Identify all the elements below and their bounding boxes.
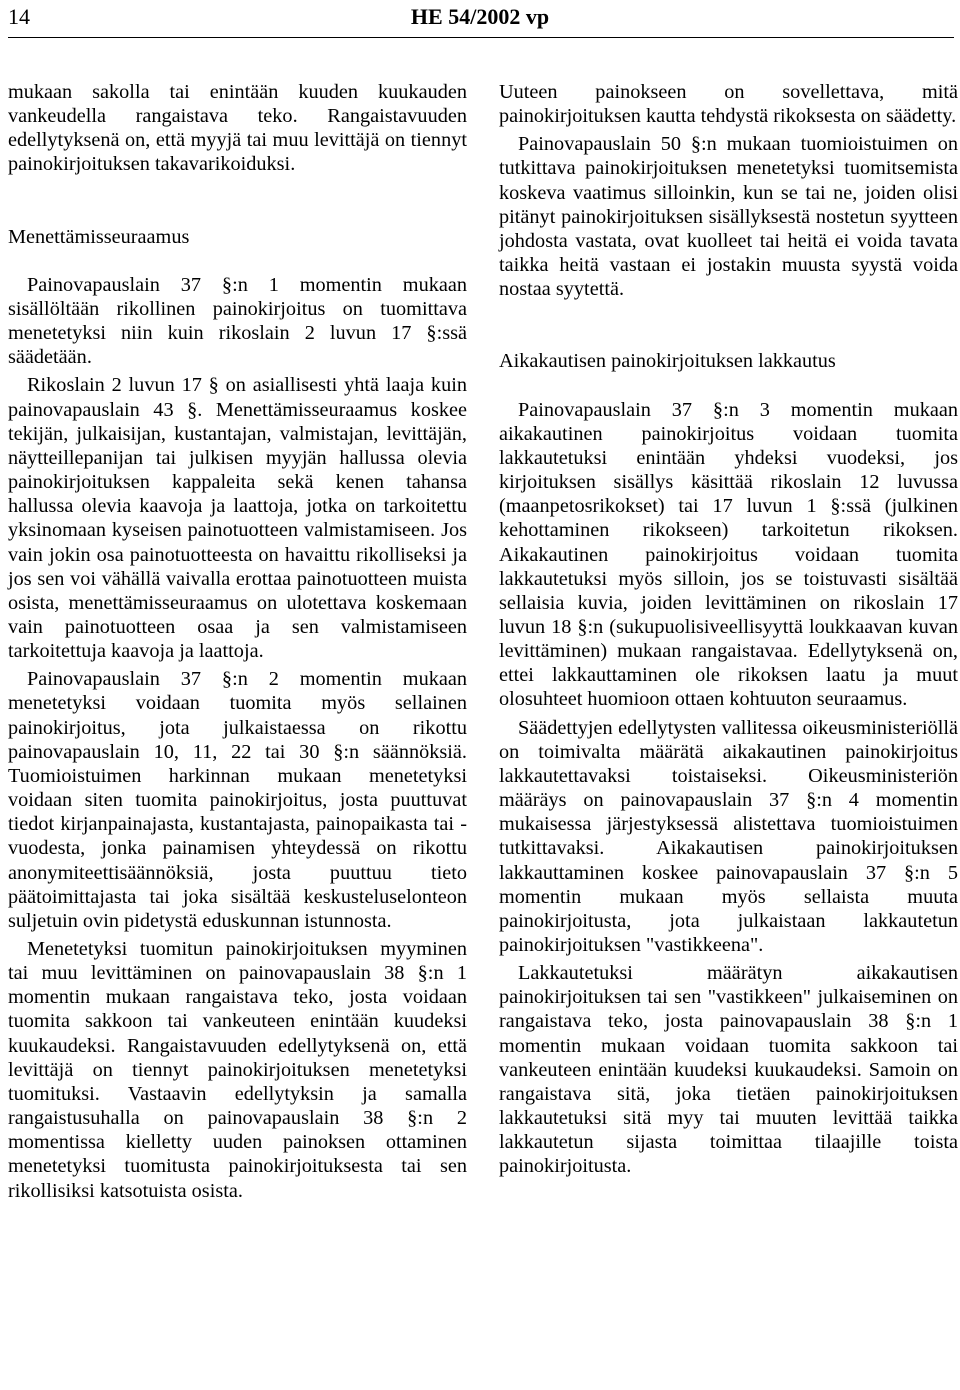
section-heading-lakkautus: Aikakautisen painokirjoituksen lakkautus	[499, 350, 836, 373]
right-column	[499, 80, 958, 1179]
paragraph-continuation: mukaan sakolla tai enintään kuuden kuukauden vankeudella rangaistava teko. Rangaistavuuden edellytyksenä on, että myyjä tai muu levittäjä on tiennyt painokirjoituksen takavarikoiduksi.	[8, 81, 467, 176]
paragraph: Rikoslain 2 luvun 17 § on asiallisesti yhtä laaja kuin painovapauslain 43 §. Menettämisseuraamus koskee tekijän, julkaisijan, kustantajan, valmistajan, levittäjän, näytteillepanijan tai julkisen myyjän hallussa olevia painokirjoituksen kappaleita sekä kenen tahansa hallussa olevia kaavoja ja laattoja, jotka on tarkoitettu yksinomaan kyseisen painotuotteen valmistamiseen. Jos vain jokin osa painotuotteesta on havaittu rikolliseksi ja jos sen voi vähällä vaivalla erottaa painotuotteen muista osista, menettämisseuraamus on ulotettava koskemaan vain painotuotteen osaa ja sen valmistamiseen tarkoitettuja kaavoja ja laattoja.	[8, 374, 467, 663]
header-divider	[8, 37, 954, 38]
paragraph-continuation: Uuteen painokseen on sovellettava, mitä painokirjoituksen kautta tehdystä rikoksesta on säädetty.	[499, 81, 958, 128]
document-code: HE 54/2002 vp	[410, 4, 550, 29]
paragraph: Lakkautetuksi määrätyn aikakautisen painokirjoituksen tai sen "vastikkeen" julkaiseminen on rangaistava teko, josta painovapauslain 38 §:n 1 momentin mukaan voidaan tuomita sakkoon tai vankeuteen enintään kuudeksi kuukaudeksi. Samoin on rangaistava sitä, joka tietäen painokirjoituksen lakkautetuksi sitä myy tai muuten levittää taikka lakkautetun sijasta toimittaa tilaajille toista painokirjoitusta.	[499, 962, 958, 1178]
paragraph: Painovapauslain 37 §:n 1 momentin mukaan sisällöltään rikollinen painokirjoitus on tuomittava menetetyksi niin kuin rikoslain 2 luvun 17 §:ssä säädetään.	[8, 273, 467, 369]
section-heading-menettamisseuraamus: Menettämisseuraamus	[8, 225, 190, 248]
left-column	[8, 80, 467, 1203]
paragraph: Menetetyksi tuomitun painokirjoituksen myyminen tai muu levittäminen on painovapauslain 38 §:n 1 momentin mukaan rangaistava teko, josta voidaan tuomita sakkoon tai vankeuteen enintään kuudeksi kuukaudeksi. Rangaistavuuden edellytyksenä on, että levittäjä on tiennyt painokirjoituksen menetetyksi tuomituksi. Vastaavin edellytyksin ja samalla rangaistusuhalla on painovapauslain 38 §:n 2 momentissa kielletty uuden painoksen ottaminen menetetyksi tuomitusta painokirjoituksesta tai sen rikollisiksi katsotuista osista.	[8, 938, 467, 1202]
paragraph: Säädettyjen edellytysten vallitessa oikeusministeriöllä on toimivalta määrätä aikakautinen painokirjoitus lakkautettavaksi toistaiseksi. Oikeusministeriön määräys on painovapauslain 37 §:n 4 momentin mukaisessa järjestyksessä alistettava tuomioistuimen tutkittavaksi. Aikakautisen painokirjoituksen lakkauttaminen koskee painovapauslain 37 §:n 5 momentin mukaan myös sellaista muuta painokirjoitusta, jota julkaistaan lakkautetun painokirjoituksen "vastikkeena".	[499, 716, 958, 956]
paragraph: Painovapauslain 37 §:n 3 momentin mukaan aikakautinen painokirjoitus voidaan tuomita lakkautetuksi enintään yhdeksi vuodeksi, jos kirjoituksen sisällys käsittää rikoslain 12 luvussa (maanpetosrikokset) tai 17 luvun 1 §:ssä (julkinen kehottaminen rikokseen) tarkoitetun rikoksen. Aikakautinen painokirjoitus voidaan tuomita lakkautetuksi myös silloin, jos se toistuvasti sisältää sellaisia kuvia, joiden levittäminen on rikoslain 17 luvun 18 §:n (sukupuolisiveellisyyttä loukkaavan kuvan levittäminen) mukaan rangaistavaa. Edellytyksenä on, ettei lakkauttaminen ole rikoksen laatu ja muut olosuhteet huomioon ottaen kohtuuton seuraamus.	[499, 398, 958, 711]
paragraph: Painovapauslain 50 §:n mukaan tuomioistuimen on tutkittava painokirjoituksen menetetyksi tuomitsemista koskeva vaatimus silloinkin, kun se tai ne, joiden olisi pitänyt painokirjoituksen sisällyksestä nostetun syytteen johdosta vastata, ovat kuolleet tai heitä ei voida tavata taikka heitä vastaan ei jostakin muusta syystä voida nostaa syytettä.	[499, 133, 958, 301]
paragraph: Painovapauslain 37 §:n 2 momentin mukaan menetetyksi voidaan tuomita myös sellainen painokirjoitus, jota julkaistaessa on rikottu painovapauslain 10, 11, 22 tai 30 §:n säännöksiä. Tuomioistuimen harkinnan mukaan menetetyksi voidaan siten tuomita painokirjoitus, josta puuttuvat tiedot kirjanpainajasta, kustantajasta, painopaikasta tai -vuodesta, jonka painamisen yhteydessä on rikottu anonymiteettisäännöksiä, josta puuttuu tieto päätoimittajasta tai joka sisältää keskusteluselonteon suljetuin ovin pidetystä eduskunnan istunnosta.	[8, 668, 467, 932]
page-number: 14	[8, 4, 30, 29]
